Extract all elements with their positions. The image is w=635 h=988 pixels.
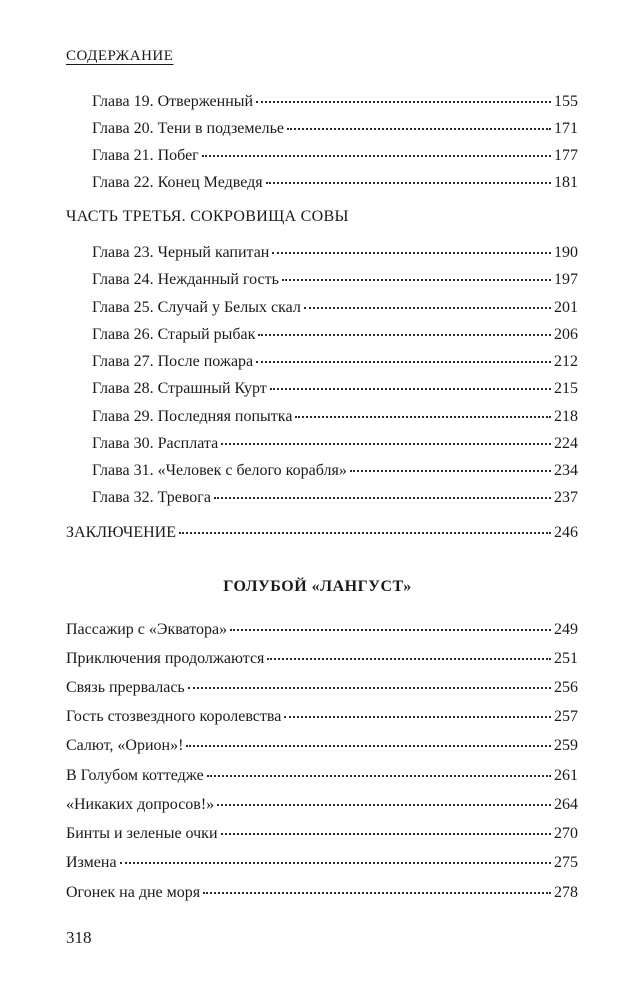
toc-entry-title: Глава 24. Нежданный гость	[92, 271, 279, 288]
dot-leader	[214, 496, 551, 499]
toc-entry-title: Глава 29. Последняя попытка	[92, 408, 293, 425]
dot-leader	[284, 715, 551, 718]
dot-leader	[267, 657, 551, 660]
dot-leader	[202, 154, 551, 157]
dot-leader	[272, 251, 551, 254]
toc-entry	[92, 434, 578, 454]
toc-entry-title: Приключения продолжаются	[66, 650, 265, 667]
dot-leader	[295, 415, 551, 418]
toc-entry-page: 261	[554, 767, 578, 784]
dot-leader	[256, 100, 551, 103]
dot-leader	[221, 442, 551, 445]
dot-leader	[186, 744, 551, 747]
toc-entry-title: Измена	[66, 854, 117, 871]
toc-entry-page: 212	[554, 353, 578, 370]
toc-entry-title: ЗАКЛЮЧЕНИЕ	[66, 524, 176, 541]
toc-entry	[92, 146, 578, 166]
toc-entry-page: 257	[554, 708, 578, 725]
toc-entry-title: Глава 25. Случай у Белых скал	[92, 299, 301, 316]
dot-leader	[266, 181, 551, 184]
toc-entry	[92, 352, 578, 372]
toc-entry-page: 237	[554, 489, 578, 506]
dot-leader	[221, 832, 551, 835]
toc-entry	[66, 707, 578, 727]
toc-entry	[92, 298, 578, 318]
toc-entry	[92, 461, 578, 481]
dot-leader	[350, 469, 551, 472]
dot-leader	[188, 686, 551, 689]
dot-leader	[217, 803, 551, 806]
dot-leader	[120, 861, 551, 864]
toc-entry-page: 234	[554, 462, 578, 479]
toc-entry-page: 171	[554, 120, 578, 137]
toc-entry-title: В Голубом коттедже	[66, 767, 204, 784]
toc-entry-title: Глава 30. Расплата	[92, 435, 219, 452]
toc-entry-title: Глава 32. Тревога	[92, 489, 211, 506]
toc-entry-page: 218	[554, 408, 578, 425]
dot-leader	[282, 278, 551, 281]
toc-entry	[92, 379, 578, 399]
toc-entry-page: 224	[554, 435, 578, 452]
toc-entry-page: 197	[554, 271, 578, 288]
toc-entry-title: Гость стозвездного королевства	[66, 708, 282, 725]
toc-entry	[92, 92, 578, 112]
toc-entry-title: Глава 22. Конец Медведя	[92, 174, 263, 191]
toc-entry-title: Глава 28. Страшный Курт	[92, 380, 267, 397]
toc-conclusion	[66, 523, 578, 543]
toc-entry	[66, 736, 578, 756]
toc-entry-page: 206	[554, 326, 578, 343]
toc-entry	[92, 173, 578, 193]
toc-entry-page: 215	[554, 380, 578, 397]
toc-entry-page: 177	[554, 147, 578, 164]
toc-entry-page: 155	[554, 93, 578, 110]
page-number: 318	[66, 928, 92, 947]
toc-entry	[92, 243, 578, 263]
toc-entry	[92, 407, 578, 427]
running-head: СОДЕРЖАНИЕ	[66, 48, 174, 64]
toc-entry-title: Бинты и зеленые очки	[66, 825, 218, 842]
toc-entry-page: 251	[554, 650, 578, 667]
toc-entry	[66, 678, 578, 698]
part-heading: ЧАСТЬ ТРЕТЬЯ. СОКРОВИЩА СОВЫ	[66, 208, 349, 225]
toc-entry-page: 278	[554, 884, 578, 901]
toc-entry	[66, 649, 578, 669]
toc-entry-title: Глава 26. Старый рыбак	[92, 326, 256, 343]
dot-leader	[287, 127, 551, 130]
toc-entry	[66, 795, 578, 815]
toc-entry-page: 259	[554, 737, 578, 754]
toc-entry-page: 249	[554, 621, 578, 638]
toc-entry	[66, 824, 578, 844]
dot-leader	[258, 333, 551, 336]
toc-entry-title: Глава 23. Черный капитан	[92, 244, 270, 261]
toc-entry-page: 246	[554, 524, 578, 541]
toc-entry-title: Глава 19. Отверженный	[92, 93, 254, 110]
dot-leader	[270, 387, 551, 390]
toc-entry-page: 275	[554, 854, 578, 871]
toc-entry-title: Салют, «Орион»!	[66, 737, 184, 754]
toc-entry	[66, 766, 578, 786]
toc-entry-title: «Никаких допросов!»	[66, 796, 215, 813]
toc-entry-page: 190	[554, 244, 578, 261]
dot-leader	[207, 774, 551, 777]
toc-entry-page: 201	[554, 299, 578, 316]
toc-entry	[92, 325, 578, 345]
toc-entry	[66, 853, 578, 873]
toc-entry-title: Связь прервалась	[66, 679, 185, 696]
dot-leader	[179, 531, 551, 534]
dot-leader	[256, 360, 551, 363]
toc-entry	[92, 119, 578, 139]
toc-entry-title: Глава 31. «Человек с белого корабля»	[92, 462, 347, 479]
book-title: ГОЛУБОЙ «ЛАНГУСТ»	[223, 578, 412, 595]
dot-leader	[203, 891, 551, 894]
toc-entry-title: Глава 27. После пожара	[92, 353, 254, 370]
toc-entry-page: 270	[554, 825, 578, 842]
toc-entry	[66, 620, 578, 640]
toc-entry	[66, 883, 578, 903]
dot-leader	[304, 306, 551, 309]
toc-entry	[92, 488, 578, 508]
toc-entry-title: Глава 21. Побег	[92, 147, 199, 164]
toc-entry-title: Пассажир с «Экватора»	[66, 621, 228, 638]
toc-entry-page: 256	[554, 679, 578, 696]
toc-entry	[92, 270, 578, 290]
toc-entry-page: 181	[554, 174, 578, 191]
dot-leader	[230, 628, 551, 631]
toc-entry-title: Глава 20. Тени в подземелье	[92, 120, 284, 137]
toc-entry-title: Огонек на дне моря	[66, 884, 201, 901]
toc-entry-page: 264	[554, 796, 578, 813]
